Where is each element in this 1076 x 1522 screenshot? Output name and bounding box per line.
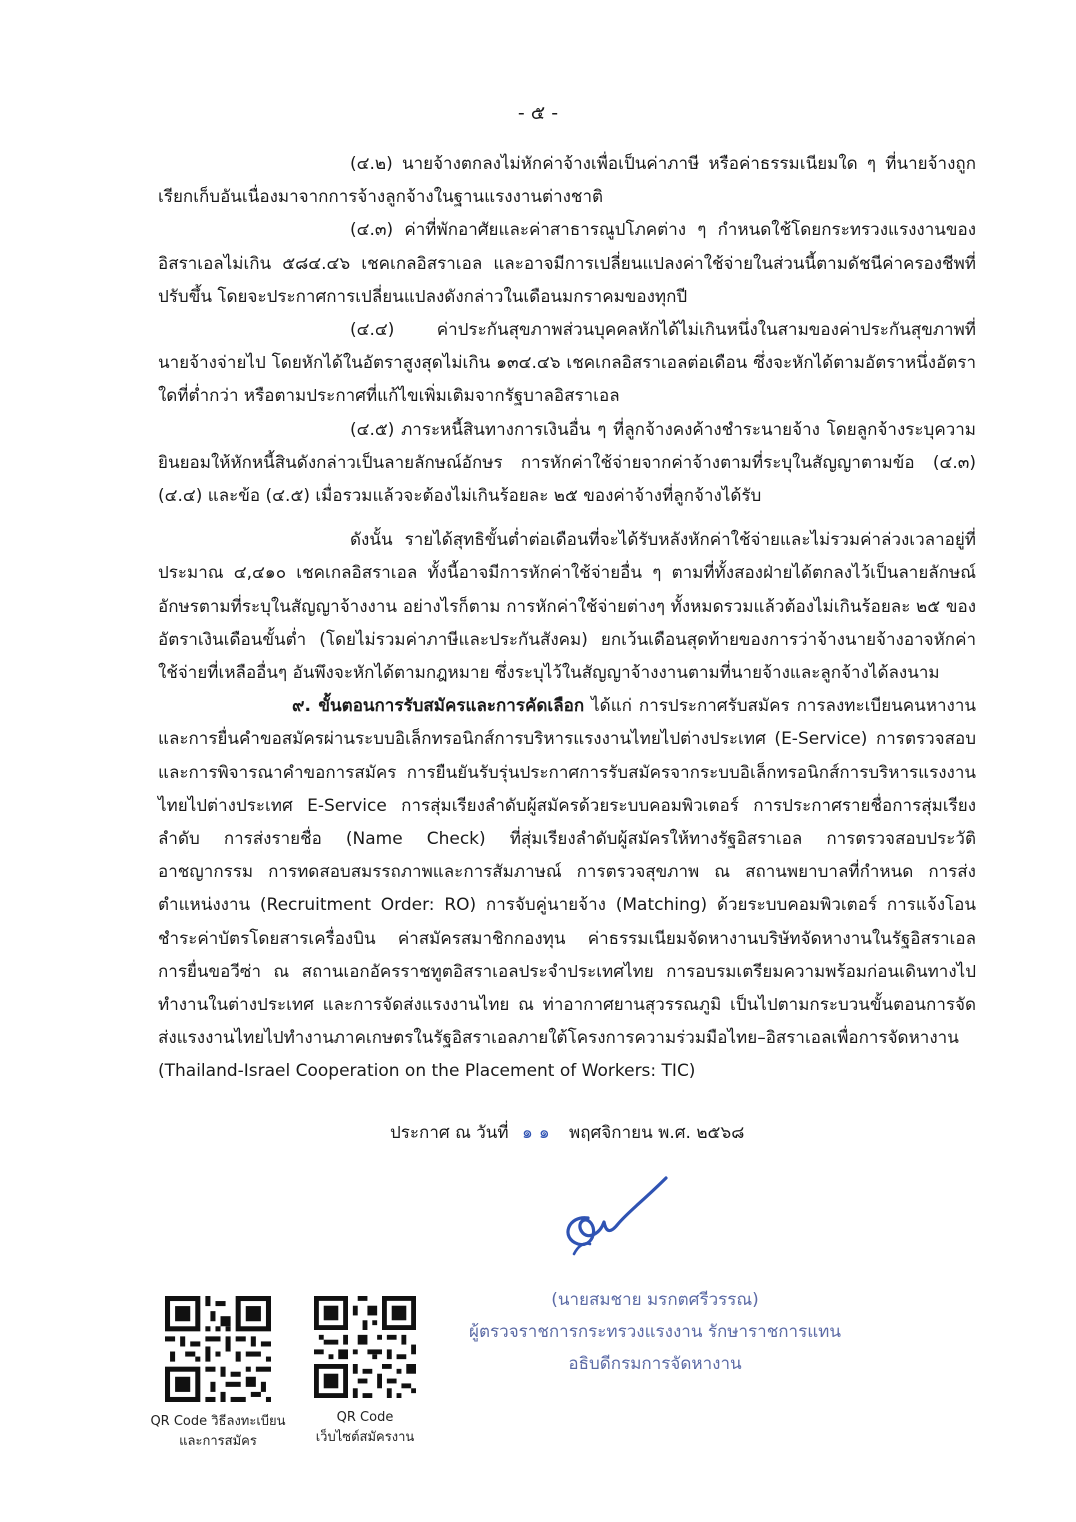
qr-caption: [300, 1408, 430, 1448]
qr-caption-line: QR Code: [336, 1410, 394, 1425]
qr-caption-line: QR Code วิธีลงทะเบียน: [150, 1414, 286, 1429]
qr-caption-line: และการสมัคร: [179, 1434, 257, 1449]
clause-4-5: (๔.๕) ภาระหนี้สินทางการเงินอื่น ๆ ที่ลูกจ้างคงค้างชำระนายจ้าง โดยลูกจ้างระบุความยินยอมให้หักหนี้สินดังกล่าวเป็นลายลักษณ์อักษร การหักค่าใช้จ่ายจากค่าจ้างตามที่ระบุในสัญญาตามข้อ (๔.๓) (๔.๔) และข้อ (๔.๕) เมื่อรวมแล้วจะต้องไม่เกินร้อยละ ๒๕ ของค่าจ้างที่ลูกจ้างได้รับ: [158, 419, 976, 507]
page-number: - ๕ -: [517, 102, 559, 124]
announcement-date: [390, 1119, 744, 1146]
net-income-paragraph: ดังนั้น รายได้สุทธิขั้นต่ำต่อเดือนที่จะได้รับหลังหักค่าใช้จ่ายและไม่รวมค่าล่วงเวลาอยู่ที่ประมาณ ๔,๔๑๐ เชคเกลอิสราเอล ทั้งนี้อาจมีการหักค่าใช้จ่ายอื่น ๆ ตามที่ทั้งสองฝ่ายได้ตกลงไว้เป็นลายลักษณ์อักษรตามที่ระบุในสัญญาจ้างงาน อย่างไรก็ตาม การหักค่าใช้จ่ายต่างๆ ทั้งหมดรวมแล้วต้องไม่เกินร้อยละ ๒๕ ของอัตราเงินเดือนขั้นต่ำ (โดยไม่รวมค่าภาษีและประกันสังคม) ยกเว้นเดือนสุดท้ายของการว่าจ้างนายจ้างอาจหักค่าใช้จ่ายที่เหลืออื่นๆ อันพึงจะหักได้ตามกฎหมาย ซึ่งระบุไว้ในสัญญาจ้างงานตามที่นายจ้างและลูกจ้างได้ลงนาม: [158, 530, 976, 684]
section-9-heading: ๙. ขั้นตอนการรับสมัครและการคัดเลือก: [292, 696, 585, 717]
qr-jobs-website-block: [300, 1296, 430, 1448]
signatory-position: ผู้ตรวจราชการกระทรวงแรงงาน รักษาราชการแทน: [469, 1322, 841, 1342]
clause-4-4: (๔.๔) ค่าประกันสุขภาพส่วนบุคคลหักได้ไม่เกินหนึ่งในสามของค่าประกันสุขภาพที่นายจ้างจ่ายไป โดยหักได้ในอัตราสูงสุดไม่เกิน ๑๓๔.๔๖ เชคเกลอิสราเอลต่อเดือน ซึ่งจะหักได้ตามอัตราหนึ่งอัตราใดที่ต่ำกว่า หรือตามประกาศที่แก้ไขเพิ่มเติมจากรัฐบาลอิสราเอล: [158, 320, 976, 407]
section-9-body: ได้แก่ การประกาศรับสมัคร การลงทะเบียนคนหางานและการยื่นคำขอสมัครผ่านระบบอิเล็กทรอนิกส์การบริหารแรงงานไทยไปต่างประเทศ (E-Service) การตรวจสอบและการพิจารณาคำขอการสมัคร การยืนยันรับรุ่นประกาศการรับสมัครจากระบบอิเล็กทรอนิกส์การบริหารแรงงานไทยไปต่างประเทศ E-Service การสุ่มเรียงลำดับผู้สมัครด้วยระบบคอมพิวเตอร์ การประกาศรายชื่อการสุ่มเรียงลำดับ การส่งรายชื่อ (Name Check) ที่สุ่มเรียงลำดับผู้สมัครให้ทางรัฐอิสราเอล การตรวจสอบประวัติอาชญากรรม การทดสอบสมรรถภาพและการสัมภาษณ์ การตรวจสุขภาพ ณ สถานพยาบาลที่กำหนด การส่งตำแหน่งงาน (Recruitment Order: RO) การจับคู่นายจ้าง (Matching) ด้วยระบบคอมพิวเตอร์ การแจ้งโอนชำระค่าบัตรโดยสารเครื่องบิน ค่าสมัครสมาชิกกองทุน ค่าธรรมเนียมจัดหางานบริษัทจัดหางานในรัฐอิสราเอล การยื่นขอวีซ่า ณ สถานเอกอัครราชทูตอิสราเอลประจำประเทศไทย การอบรมเตรียมความพร้อมก่อนเดินทางไปทำงานในต่างประเทศ และการจัดส่งแรงงานไทย ณ ท่าอากาศยานสุวรรณภูมิ เป็นไปตามกระบวนขั้นตอนการจัดส่งแรงงานไทยไปทำงานภาคเกษตรในรัฐอิสราเอลภายใต้โครงการความร่วมมือไทย–อิสราเอลเพื่อการจัดหางาน (Thailand-Israel Cooperation on the Placement of Workers: TIC): [158, 696, 976, 1082]
qr-code-image[interactable]: [165, 1296, 271, 1402]
clause-4-2: (๔.๒) นายจ้างตกลงไม่หักค่าจ้างเพื่อเป็นค่าภาษี หรือค่าธรรมเนียมใด ๆ ที่นายจ้างถูกเรียกเก็บอันเนื่องมาจากการจ้างลูกจ้างในฐานแรงงานต่างชาติ: [158, 154, 976, 208]
qr-caption-line: เว็บไซต์สมัครงาน: [315, 1430, 415, 1445]
signatory-name: (นายสมชาย มรกตศรีวรรณ): [551, 1290, 759, 1310]
handwritten-signature: [548, 1160, 678, 1260]
signatory-block: [370, 1284, 940, 1380]
qr-code-image[interactable]: [314, 1296, 416, 1398]
section-9-paragraph: [158, 690, 976, 1088]
announcement-month-year: พฤศจิกายน พ.ศ. ๒๕๖๘: [569, 1123, 745, 1143]
clause-4-3: (๔.๓) ค่าที่พักอาศัยและค่าสาธารณูปโภคต่าง ๆ กำหนดใช้โดยกระทรวงแรงงานของอิสราเอลไม่เกิน ๕๘๔.๔๖ เชคเกลอิสราเอล และอาจมีการเปลี่ยนแปลงค่าใช้จ่ายในส่วนนี้ตามดัชนีค่าครองชีพที่ปรับขึ้น โดยจะประกาศการเปลี่ยนแปลงดังกล่าวในเดือนมกราคมของทุกปี: [158, 220, 976, 307]
signatory-office: อธิบดีกรมการจัดหางาน: [568, 1354, 742, 1374]
document-body: [158, 148, 976, 1089]
announcement-day: ๑๑: [522, 1123, 556, 1143]
qr-caption: [143, 1412, 293, 1452]
qr-registration-block: [143, 1296, 293, 1452]
announcement-prefix: ประกาศ ณ วันที่: [390, 1123, 509, 1143]
